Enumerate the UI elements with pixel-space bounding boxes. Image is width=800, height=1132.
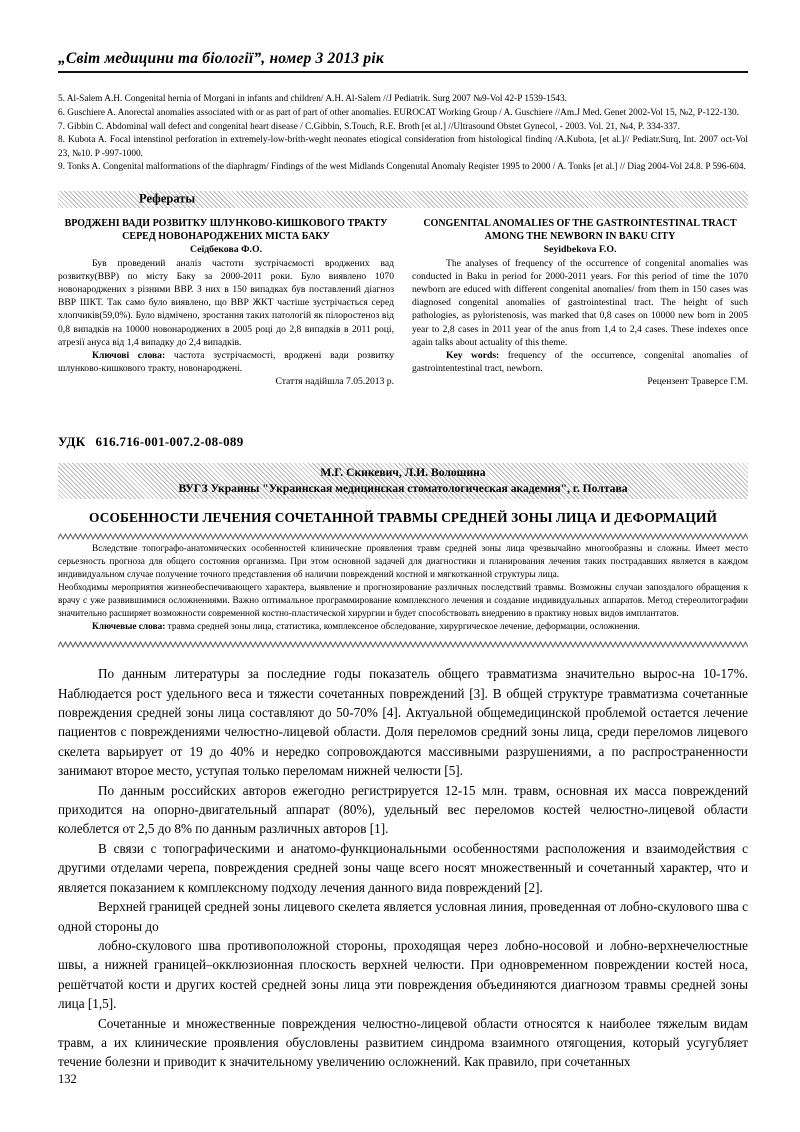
reference-list [58,93,748,175]
zigzag-divider-top [58,533,748,540]
abstract-title-uk: ВРОДЖЕНІ ВАДИ РОЗВИТКУ ШЛУНКОВО-КИШКОВОГО ТРАКТУ СЕРЕД НОВОНАРОДЖЕНИХ МІСТА БАКУ [64,217,388,242]
reference-item: 9. Tonks A. Congenital malformations of the diaphragm/ Findings of the west Midlands Congenutal Anomaly Reqister 1995 to 2000 / A. Tonks [et al.] // Diag 2004-Vol 24.8. P 596-604. [58,162,746,173]
article-body [58,664,748,1072]
summary-keywords-label: Ключевые слова: [92,622,166,633]
abstract-body-en: The analyses of frequency of the occurrence of congenital anomalies was conducted in Baku in period for 2000-2011 years. For this period of time the 1070 newborn are educed with different congenital anomalies/ from them in 150 cases was diagnosed congenital anomalies of gastrointestinal tract. The height of such pathologies, as pyloristenosis, was marked that 0,8 cases on 10000 new born in 2005 year to 2,8 cases in 2011 year of the anus from 1,4 to 2,4 cases. These indexes once again talks about actuality of this theme. [412,257,748,348]
abstract-keywords-en [412,349,748,375]
abstract-keywords-uk [58,349,394,375]
zigzag-divider-bottom [58,641,748,648]
abstract-columns [58,217,748,389]
body-paragraph: лобно-скулового шва противоположной стороны, проходящая через лобно-носовой и лобно-верхнечелюстные швы, а нижней границей–окклюзионная плоскость верхней челюсти. При одновременном повреждении костей носа, решётчатой кости и других костей средней зоны лица эти повреждения объединяются диагнозом травмы средней зоны лица [1,5]. [58,937,748,1012]
abstract-keywords-label-uk: Ключові слова: [92,349,166,361]
summary-keywords-text: травма средней зоны лица, статистика, комплексеное обследование, хирургическое лечение, деформации, осложнения. [165,622,640,633]
abstract-body-uk: Був проведений аналіз частоти зустрічаємості вроджених вад розвитку(ВВР) по місту Баку за 2000-2011 роки. Було виявлено 1070 новонароджених з різними ВВР. З них в 150 випадках був поставлений діагноз ВВР ШКТ. Так само було виявлено, що ВВР ЖКТ частіше зустрічається серед хлопчиків(59,0%). Було відмічено, зростання таких патологій як пілоростеноз від 0,8 випадків на 10000 новонароджених в 2005 році до 2,8 випадків в 2011 році, атрезії ануса від 1,4 випадку до 2,4 випадків. [58,257,394,348]
abstract-author-uk: Сеїдбекова Ф.О. [189,243,263,255]
reference-item: 6. Guschiere A. Anorectal anomalies associated with or as part of part of other anomalies. EUROCAT Working Group / A. Guschiere //Am.J Med. Genet 2002-Vol 15, №2, P-122-130. [58,107,739,118]
summary-keywords [58,621,748,634]
udk-line [58,434,748,450]
abstract-column-english [412,217,748,389]
running-head: „Світ медицини та біології”, номер 3 2013 рік [58,50,384,67]
page-number: 132 [58,1072,77,1086]
article-authors: М.Г. Скикевич, Л.И. Волошина [320,466,486,480]
reference-item: 5. Al-Salem A.H. Congenital hernia of Morgani in infants and children/ A.H. Al-Salem //J Pediatrik. Surg 2007 №9-Vol 42-P 1539-1543. [58,94,567,104]
abstract-footer-en: Рецензент Траверсе Г.М. [647,376,748,388]
reference-item: 8. Kubota A. Focal intenstinol perforation in extremely-low-brith-weght neonates etiogical consideration from histological findinq /A.Kubota, [et al.]// Pediatr.Surq, Int. 2007 oct-Vol 23, №10. P -997-1000. [58,135,748,159]
article-title: ОСОБЕННОСТИ ЛЕЧЕНИЯ СОЧЕТАННОЙ ТРАВМЫ СРЕДНЕЙ ЗОНЫ ЛИЦА И ДЕФОРМАЦИЙ [89,510,717,526]
summary-paragraph: Необходимы мероприятия жизнеобеспечивающего характера, выявление и прогнозирование различных последствий травмы. Возможны случаи запоздалого обращения к врачу с уже развившимися осложнениями. Важно оптимальное программирование комплексного лечения и создание индивидуальных аппаратов. Метод стереолитографии значительно расширяет возможности современной костно-пластической хирургии и будет способствовать внедрению в практику новых видов имплантатов. [58,583,748,620]
abstract-keywords-text-en: frequency of the occurrence, congenital anomalies of gastrointentestinal tract, newborn. [412,349,748,375]
body-paragraph: В связи с топографическими и анатомо-функциональными особенностями расположения и взаимодействия с другими отделами черепа, повреждения средней зоны чаще всего носят множественный и сочетанный характер, что и является показанием к комплексному подходу лечения данного вида повреждений [2]. [58,840,748,895]
abstract-title-en: CONGENITAL ANOMALIES OF THE GASTROINTESTINAL TRACT AMONG THE NEWBORN IN BAKU CITY [423,217,737,242]
section-band-abstracts [58,191,748,208]
udk-code: 616.716-001-007.2-08-089 [95,434,244,450]
body-paragraph: По данным российских авторов ежегодно регистрируется 12-15 млн. травм, основная их масса повреждений приходится на опорно-двигательный аппарат (80%), удельный вес переломов костей челюстно-лицевой области колеблется от 2,5 до 8% по данным различных авторов [1]. [58,782,748,837]
abstract-column-ukrainian [58,217,394,389]
abstract-author-en: Seyidbekova F.O. [543,243,617,255]
abstract-footer-uk: Стаття надійшла 7.05.2013 р. [275,376,394,388]
summary-paragraph: Вследствие топографо-анатомических особенностей клинические проявления травм средней зоны лица чрезвычайно многообразны и сложны. Имеет место серьезность прогноза для общего состояния организма. При этом основной задачей для диагностики и планирования лечения таких пострадавших является в каждом индивидуальном случае получение точного представления об наличии повреждений костной и мягкотканной структуры лица. [58,544,748,581]
abstract-keywords-text-uk: частота зустрічаємості, вроджені вади розвитку шлунково-кишкового тракту, новонароджені. [58,349,395,375]
running-head-rule [58,71,748,73]
article-author-band [58,463,748,499]
body-paragraph: По данным литературы за последние годы показатель общего травматизма значительно вырос-на 10-17%. Наблюдается рост удельного веса и тяжести сочетанных повреждений [3]. В общей структуре травматизма сочетанные повреждения средней зоны лица составляют до 50-70% [4]. Актуальной общемедицинской проблемой остается лечение пациентов с повреждениями челюстно-лицевой области. Доля переломов средний зоны лица, среди переломов лицевого скелета варьирует от 19 до 40% и нередко сопровождаются массивными разрушениями, а по распространенности занимают второе место, уступая только переломам нижней челюсти [5]. [58,666,748,779]
article-summary [58,543,748,634]
body-paragraph: Сочетанные и множественные повреждения челюстно-лицевой области относятся к наиболее тяжелым видам травм, а их клинические проявления обусловлены развитием синдрома взаимного отягощения, который усугубляет течение болезни и приводит к значительному увеличению осложнений. Как правило, при сочетанных [58,1015,748,1070]
udk-label: УДК [58,434,86,450]
section-band-label: Рефераты [139,191,196,206]
article-affiliation: ВУГЗ Украины "Украинская медицинская стоматологическая академия", г. Полтава [178,481,628,495]
abstract-keywords-label-en: Key words: [446,349,500,361]
body-paragraph: Верхней границей средней зоны лицевого скелета является условная линия, проведенная от лобно-скулового шва с одной стороны до [58,899,748,934]
page-content [58,0,748,1072]
reference-item: 7. Gibbin C. Abdominal wall defect and congenital heart disease / C.Gibbin, S.Touch, R.E. Broth [et al.] //Ultrasound Obstet Gynecol, - 2003. Vol. 21, №4, P. 334-337. [58,121,680,132]
